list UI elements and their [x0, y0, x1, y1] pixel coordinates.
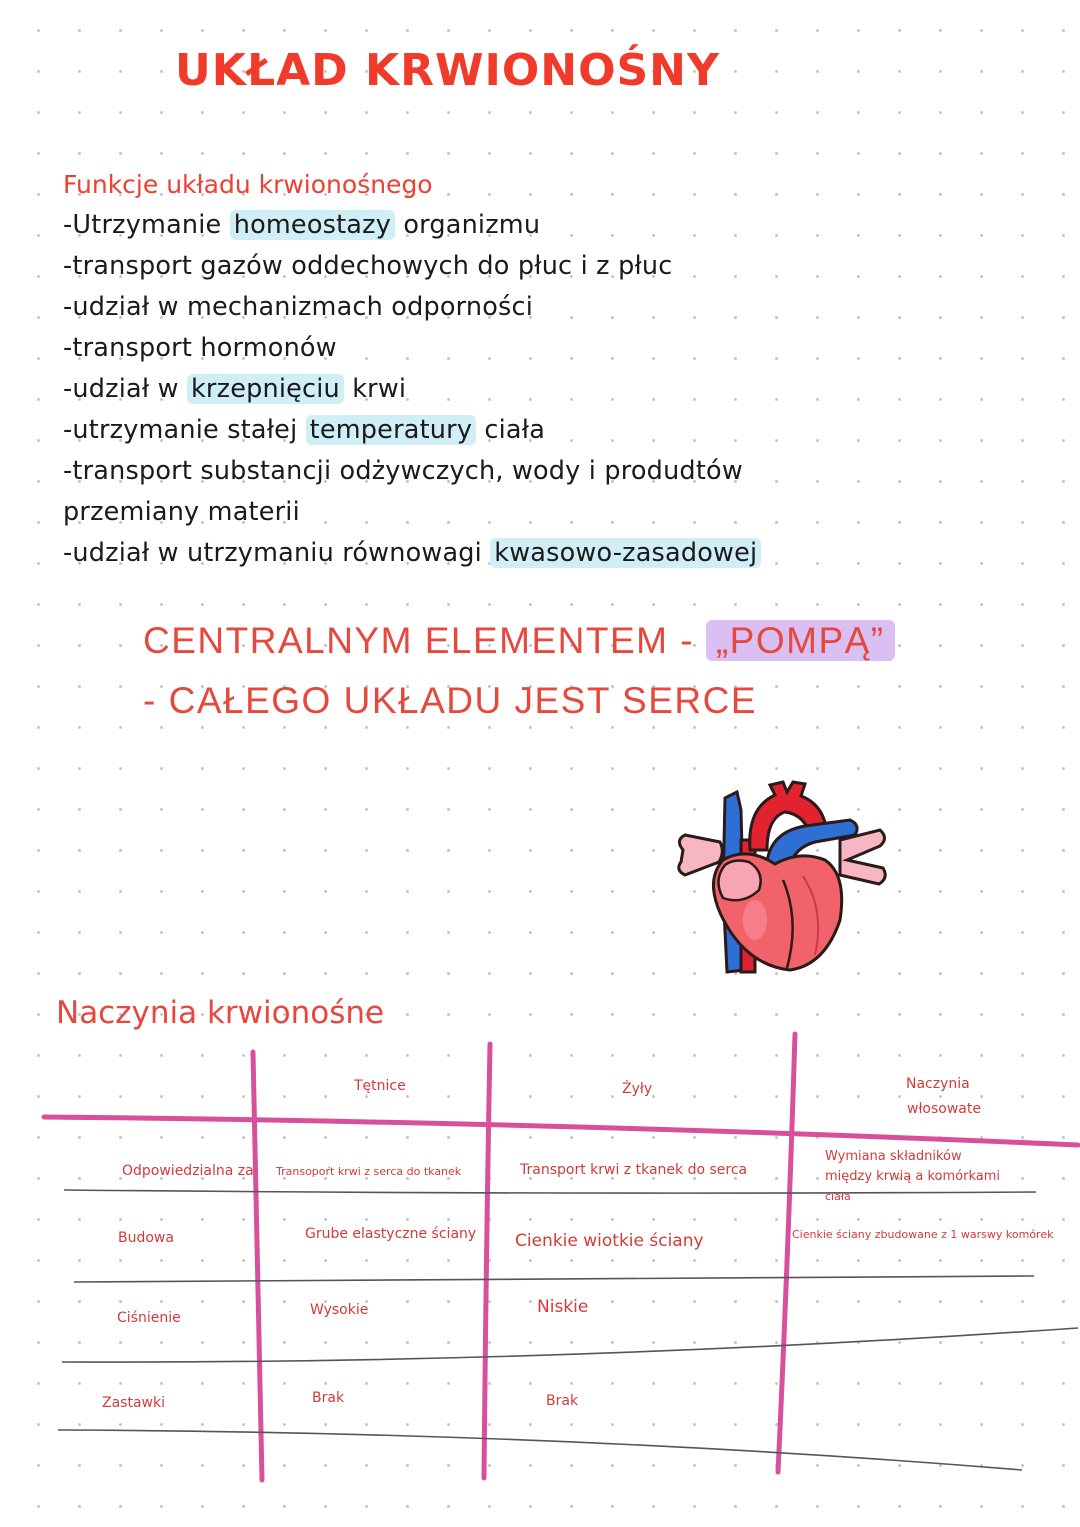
- cell-arteries-structure: Grube elastyczne ściany: [305, 1226, 477, 1242]
- column-header-arteries: Tętnice: [354, 1078, 406, 1094]
- cell-veins-structure: Cienkie wiotkie ściany: [515, 1231, 704, 1251]
- cell-capillaries-function-3: ciała: [825, 1190, 851, 1203]
- table-grid: [0, 1020, 1080, 1500]
- function-item: -transport gazów oddechowych do płuc i z płuc: [63, 251, 673, 281]
- row-label-valves: Zastawki: [102, 1395, 165, 1411]
- functions-heading: Funkcje układu krwionośnego: [63, 170, 433, 199]
- column-header-veins: Żyły: [622, 1081, 653, 1097]
- function-item: -udział w mechanizmach odporności: [63, 292, 534, 322]
- cell-veins-valves: Brak: [546, 1393, 579, 1409]
- heart-illustration: [675, 780, 890, 980]
- function-item: przemiany materii: [63, 497, 300, 527]
- pompa-highlight: „POMPĄ”: [706, 620, 895, 661]
- central-statement-line1: CENTRALNYM ELEMENTEM - „POMPĄ”: [143, 620, 895, 662]
- function-item: -transport substancji odżywczych, wody i produdtów: [63, 456, 743, 486]
- row-label-structure: Budowa: [118, 1230, 174, 1246]
- cell-capillaries-structure: Cienkie ściany zbudowane z 1 warswy komórek: [792, 1228, 1054, 1241]
- function-item: -utrzymanie stałej temperatury ciała: [63, 415, 546, 445]
- function-item: -udział w utrzymaniu równowagi kwasowo-zasadowej: [63, 538, 761, 568]
- column-header-capillaries-line2: włosowate: [907, 1101, 981, 1117]
- highlight: homeostazy: [230, 210, 395, 240]
- page-title: UKŁAD KRWIONOŚNY: [175, 45, 720, 96]
- column-header-capillaries-line1: Naczynia: [906, 1076, 970, 1092]
- highlight: kwasowo-zasadowej: [490, 538, 761, 568]
- cell-veins-pressure: Niskie: [537, 1297, 589, 1317]
- highlight: temperatury: [306, 415, 476, 445]
- cell-capillaries-function-2: między krwią a komórkami: [825, 1169, 1001, 1184]
- row-label-pressure: Ciśnienie: [117, 1310, 181, 1326]
- cell-capillaries-function-1: Wymiana składników: [825, 1149, 962, 1164]
- cell-arteries-function: Transopoŕt krwi z serca do tkanek: [276, 1165, 462, 1178]
- function-item: -udział w krzepnięciu krwi: [63, 374, 407, 404]
- cell-veins-function: Transport krwi z tkanek do serca: [520, 1162, 748, 1178]
- cell-arteries-valves: Brak: [312, 1390, 345, 1406]
- vessels-heading: Naczynia krwionośne: [56, 995, 385, 1031]
- highlight: krzepnięciu: [187, 374, 344, 404]
- row-label-function: Odpowiedzialna za: [122, 1163, 254, 1179]
- function-item: -transport hormonów: [63, 333, 337, 363]
- function-item: -Utrzymanie homeostazy organizmu: [63, 210, 541, 240]
- central-statement-line2: - CAŁEGO UKŁADU JEST SERCE: [143, 680, 758, 721]
- cell-arteries-pressure: Wysokie: [310, 1302, 369, 1318]
